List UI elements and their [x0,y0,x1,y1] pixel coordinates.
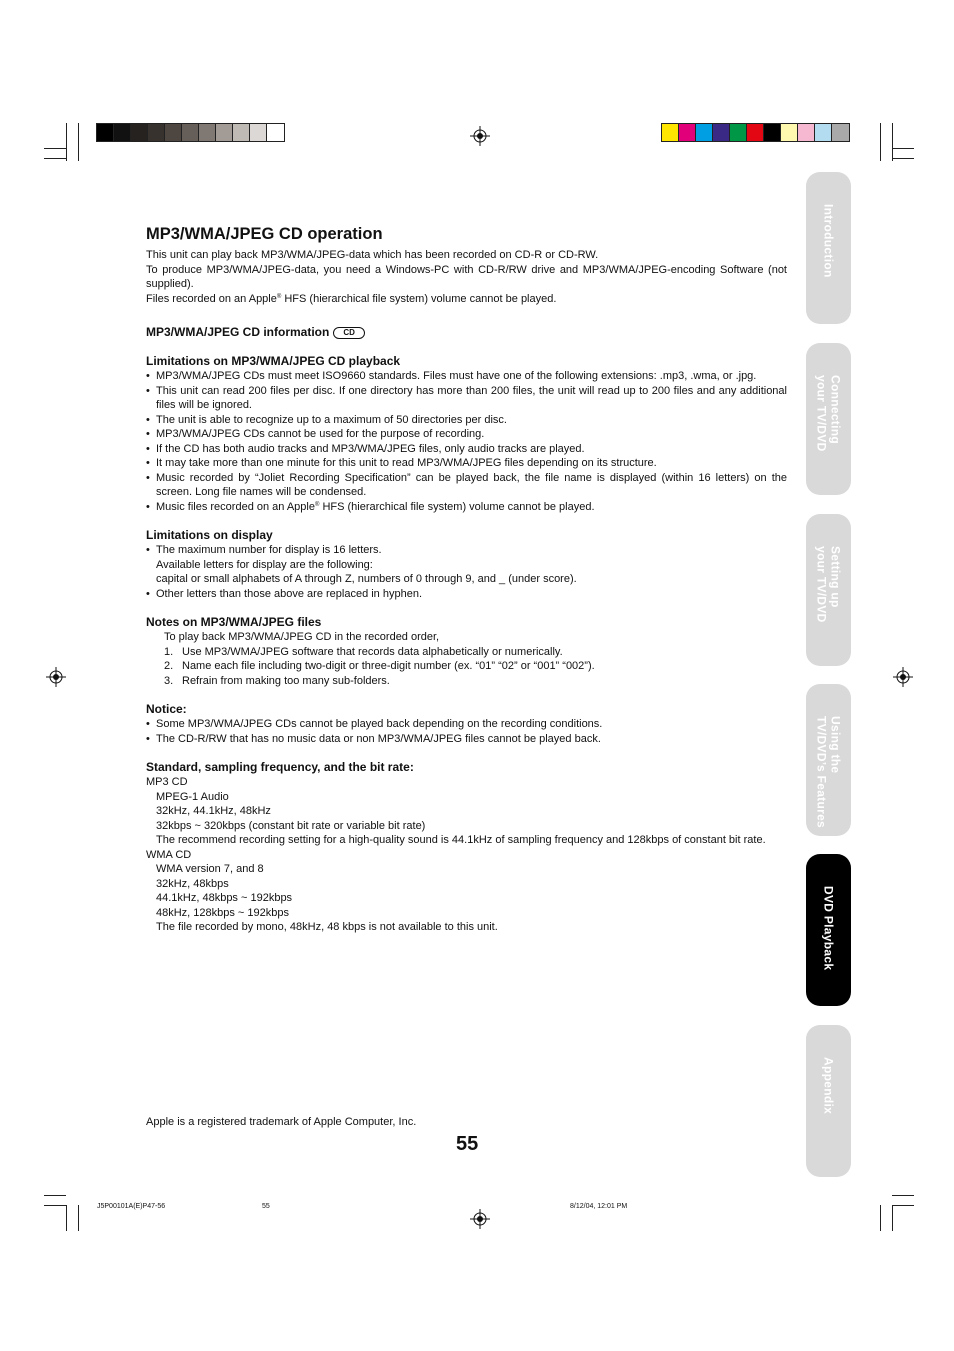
list-item: • The CD-R/RW that has no music data or non MP3/WMA/JPEG files cannot be played back. [146,732,787,747]
crop-mark [892,1205,914,1206]
list-item: 3. Refrain from making too many sub-folders. [164,674,390,687]
notes-section [146,615,787,688]
tab-label: Introduction [821,204,836,278]
spec-line: 32kHz, 44.1kHz, 48kHz [156,805,271,817]
tab-label: Appendix [821,1057,836,1115]
tab-label: Connecting your TV/DVD [814,375,843,452]
crop-mark [880,1205,881,1231]
tab-setting-up[interactable] [806,514,851,666]
cd-badge-icon: CD [333,327,365,339]
section-heading: Limitations on MP3/WMA/JPEG CD playback [146,354,401,368]
crop-mark [892,148,914,149]
crop-mark [78,1205,79,1231]
tab-dvd-playback[interactable] [806,854,851,1006]
footer-code: J5P00101A(E)P47-56 [97,1203,166,1210]
registration-mark-icon [470,126,490,146]
bullet-list [146,369,787,514]
calibration-swatch [679,124,696,141]
footer-page: 55 [262,1203,270,1210]
cd-info-section [146,325,787,340]
notice-section [146,702,787,746]
standard-section [146,760,787,935]
intro [146,248,787,306]
format-label: WMA CD [146,848,192,861]
calibration-swatch [131,124,148,141]
tab-connecting[interactable] [806,343,851,495]
crop-mark [892,1205,893,1231]
spec-line: The file recorded by mono, 48kHz, 48 kbps is not available to this unit. [156,921,498,933]
section-heading: Standard, sampling frequency, and the bit rate: [146,760,414,774]
calibration-swatch [696,124,713,141]
notes-lead: To play back MP3/WMA/JPEG CD in the recorded order, [164,631,440,643]
calibration-swatch [747,124,764,141]
intro-line: To produce MP3/WMA/JPEG-data, you need a Windows-PC with CD-R/RW drive and MP3/WMA/JPEG-encoding Software (not supplied). [146,263,787,290]
bullet-list [146,543,787,601]
crop-mark [66,1205,67,1231]
registration-mark-icon [46,667,66,687]
calibration-swatch [233,124,250,141]
crop-mark [880,123,881,161]
spec-line: 32kHz, 48kbps [156,877,229,890]
crop-mark [892,158,914,159]
spec-line: 48kHz, 128kbps ~ 192kbps [156,906,290,919]
limitations-display-section [146,528,787,601]
tab-label: DVD Playback [821,886,836,971]
registration-mark-icon [470,1209,490,1229]
calibration-swatch [815,124,832,141]
spec-line: WMA version 7, and 8 [156,863,264,875]
section-heading: Notice: [146,702,187,716]
list-item: • It may take more than one minute for this unit to read MP3/WMA/JPEG files depending on its structure. [146,456,787,471]
footer-date: 8/12/04, 12:01 PM [570,1203,628,1210]
list-item: • Other letters than those above are replaced in hyphen. [146,587,787,602]
grayscale-calibration-bar [96,123,285,142]
crop-mark [78,123,79,161]
crop-mark [44,158,66,159]
calibration-swatch [267,124,284,141]
list-item: • This unit can read 200 files per disc. If one directory has more than 200 files, the unit will read up to 200 files and any additional files will be ignored. [146,384,787,413]
section-heading: Notes on MP3/WMA/JPEG files [146,615,322,629]
list-item: • Music recorded by “Joliet Recording Specification” can be played back, the file name is displayed (within 16 letters) on the screen. Long file names will be condensed. [146,471,787,500]
list-item: • MP3/WMA/JPEG CDs must meet ISO9660 standards. Files must have one of the following extensions: .mp3, .wma, or .jpg. [146,369,787,384]
calibration-swatch [165,124,182,141]
spec-line: MPEG-1 Audio [156,790,229,803]
spec-line: 44.1kHz, 48kbps ~ 192kbps [156,892,293,904]
list-item: 1. Use MP3/WMA/JPEG software that records data alphabetically or numerically. [164,645,563,658]
crop-mark [44,1205,66,1206]
main-content [146,224,787,935]
calibration-swatch [97,124,114,141]
intro-line: This unit can play back MP3/WMA/JPEG-data which has been recorded on CD-R or CD-RW. [146,249,599,261]
intro-line: Files recorded on an Apple® HFS (hierarchical file system) volume cannot be played. [146,292,557,305]
section-heading: MP3/WMA/JPEG CD information CD [146,325,787,340]
calibration-swatch [148,124,165,141]
tab-introduction[interactable] [806,172,851,324]
calibration-swatch [832,124,849,141]
list-item: • MP3/WMA/JPEG CDs cannot be used for the purpose of recording. [146,427,787,442]
calibration-swatch [730,124,747,141]
calibration-swatch [764,124,781,141]
calibration-swatch [250,124,267,141]
list-item: • The unit is able to recognize up to a maximum of 50 directories per disc. [146,413,787,428]
trademark-note: Apple is a registered trademark of Apple Computer, Inc. [146,1116,417,1128]
calibration-swatch [182,124,199,141]
crop-mark [44,148,66,149]
page-title: MP3/WMA/JPEG CD operation [146,225,383,243]
crop-mark [892,123,893,161]
tab-label: Using the TV/DVD’s Features [814,716,843,829]
list-item: • Some MP3/WMA/JPEG CDs cannot be played back depending on the recording conditions. [146,717,787,732]
calibration-swatch [662,124,679,141]
calibration-swatch [114,124,131,141]
list-item: 2. Name each file including two-digit or three-digit number (ex. “01” “02” or “001” “002”). [164,660,595,672]
list-item: • Music files recorded on an Apple® HFS (hierarchical file system) volume cannot be played. [146,500,787,515]
spec-line: The recommend recording setting for a high-quality sound is 44.1kHz of sampling frequency and 128kbps of constant bit rate. [156,834,766,846]
limitations-playback-section [146,354,787,514]
registration-mark-icon [893,667,913,687]
calibration-swatch [798,124,815,141]
list-item: • If the CD has both audio tracks and MP3/WMA/JPEG files, only audio tracks are played. [146,442,787,457]
crop-mark [66,123,67,161]
format-label: MP3 CD [146,776,188,788]
spec-line: 32kbps ~ 320kbps (constant bit rate or variable bit rate) [156,819,426,832]
tab-appendix[interactable] [806,1025,851,1177]
calibration-swatch [216,124,233,141]
page-number: 55 [456,1133,479,1155]
list-item: • The maximum number for display is 16 letters. Available letters for display are the following: capital or small alphabets of A through Z, numbers of 0 through 9, and _ (under score). [146,543,787,587]
bullet-list [146,717,787,746]
calibration-swatch [199,124,216,141]
tab-features[interactable] [806,684,851,836]
calibration-swatch [781,124,798,141]
calibration-swatch [713,124,730,141]
color-calibration-bar [661,123,850,142]
crop-mark [892,1195,914,1196]
tab-label: Setting up your TV/DVD [814,546,843,623]
crop-mark [44,1195,66,1196]
section-heading: Limitations on display [146,528,273,542]
numbered-list [146,645,787,689]
